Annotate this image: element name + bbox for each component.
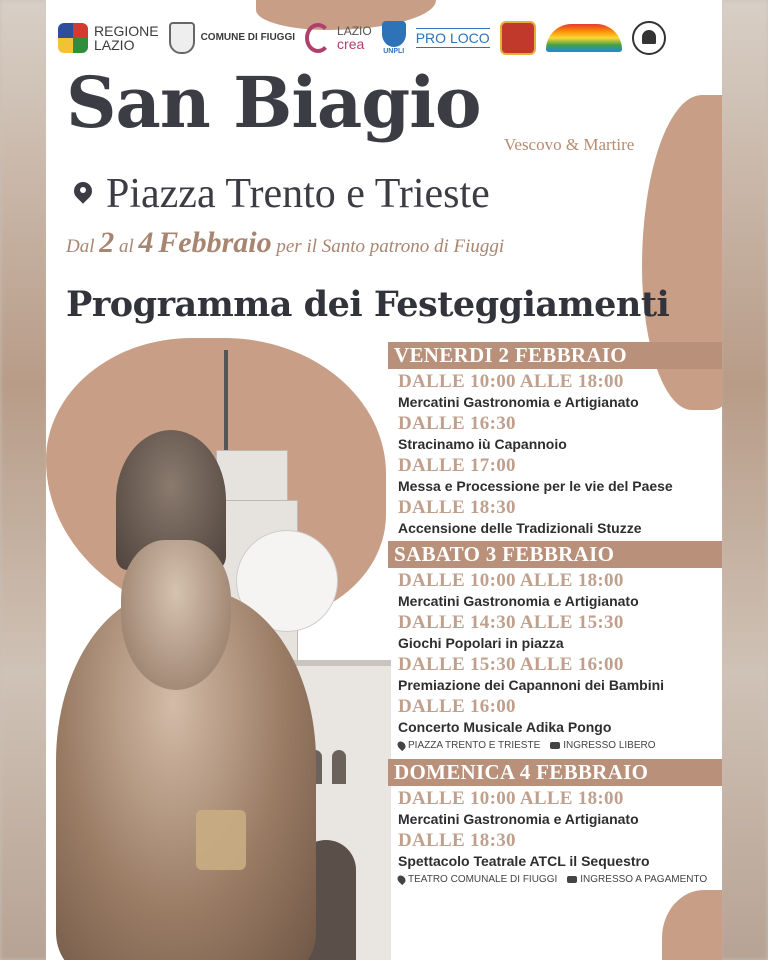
logo-text-line: LAZIO [94,37,135,53]
event-time: DALLE 18:30 [398,830,516,851]
schedule-item [392,830,722,870]
statue-illustration [46,340,396,960]
schedule-item [392,413,722,453]
event-time: DALLE 16:30 [398,413,516,434]
logo-comune-di-fiuggi [169,22,295,54]
event-description: Spettacolo Teatrale ATCL il Sequestro [398,853,650,869]
lazio-crea-icon [305,23,331,53]
event-time: DALLE 17:00 [398,455,516,476]
schedule-item [392,371,722,411]
unpli-icon [382,21,406,47]
blurred-background-left [0,0,48,960]
logo-lazio-crea [305,23,372,53]
event-location [74,170,490,218]
logo-pro-loco [416,28,490,48]
ticket-icon [550,742,560,749]
event-time: DALLE 14:30 ALLE 15:30 [398,612,624,633]
location-pin-icon [74,182,92,206]
event-subtitle: Vescovo & Martire [504,135,635,154]
day-banner: DOMENICA 4 FEBBRAIO [388,759,722,786]
event-time: DALLE 16:00 [398,696,516,717]
logo-regione-lazio [58,23,159,53]
logo-text-line: crea [337,36,365,52]
schedule-item [392,455,722,495]
logo-text-line: LAZIO [337,24,372,38]
meta-location-text: PIAZZA TRENTO E TRIESTE [408,740,541,751]
event-description: Concerto Musicale Adika Pongo [398,719,612,735]
dates-day-to: 4 [138,226,154,259]
event-description: Mercatini Gastronomia e Artigianato [398,811,639,827]
event-meta [398,740,722,751]
dates-text: al [119,236,134,257]
schedule-item [392,788,722,828]
location-text: Piazza Trento e Trieste [106,171,490,217]
event-title: San Biagio [66,61,481,144]
dates-day-from: 2 [99,226,115,259]
blurred-background-right [720,0,768,960]
building-window [332,750,346,784]
meta-entry-text: INGRESSO LIBERO [563,740,656,751]
pectoral-cross [196,810,246,870]
meta-entry [567,874,707,885]
event-description: Mercatini Gastronomia e Artigianato [398,394,639,410]
location-pin-icon [396,874,407,885]
schedule-item [392,696,722,736]
rainbow-badge-icon [546,24,622,52]
schedule-item [392,570,722,610]
event-time: DALLE 10:00 ALLE 18:00 [398,371,624,392]
logo-text: COMUNE DI FIUGGI [200,32,296,43]
schedule-item [392,612,722,652]
event-time: DALLE 18:30 [398,497,516,518]
event-time: DALLE 15:30 ALLE 16:00 [398,654,624,675]
meta-entry-text: INGRESSO A PAGAMENTO [580,874,708,885]
ticket-icon [567,876,577,883]
event-description: Accensione delle Tradizionali Stuzze [398,520,642,536]
meta-location [398,874,557,885]
meta-location-text: TEATRO COMUNALE DI FIUGGI [408,874,558,885]
event-dates [66,226,504,260]
logo-text: UNPLI [383,48,405,55]
program-title: Programma dei Festeggiamenti [66,284,670,325]
event-description: Stracinamo iù Capannoio [398,436,567,452]
saint-face [121,540,231,690]
meta-entry [550,740,655,751]
event-description: Mercatini Gastronomia e Artigianato [398,593,639,609]
meta-location [398,740,540,751]
dates-text: Dal [66,236,95,257]
logo-text: PRO LOCO [415,30,490,46]
crest-icon [169,22,195,54]
tree-badge-icon [632,21,666,55]
sponsor-logos [58,16,710,60]
logo-unpli [382,21,406,55]
schedule-item [392,654,722,694]
red-badge-icon [500,21,536,55]
event-description: Premiazione dei Capannoni dei Bambini [398,677,665,693]
brush-stroke-bottom [662,890,722,960]
event-schedule [392,342,722,893]
logo-text-line: REGIONE [94,23,159,39]
dates-text: per il Santo patrono di Fiuggi [276,236,505,257]
schedule-item [392,497,722,537]
day-banner: SABATO 3 FEBBRAIO [388,541,722,568]
event-time: DALLE 10:00 ALLE 18:00 [398,570,624,591]
event-description: Messa e Processione per le vie del Paese [398,478,673,494]
regione-lazio-icon [58,23,88,53]
event-time: DALLE 10:00 ALLE 18:00 [398,788,624,809]
event-description: Giochi Popolari in piazza [398,635,564,651]
location-pin-icon [396,740,407,751]
event-meta [398,874,722,885]
event-poster [46,0,722,960]
dates-month: Febbraio [158,226,272,259]
day-banner: VENERDI 2 FEBBRAIO [388,342,722,369]
